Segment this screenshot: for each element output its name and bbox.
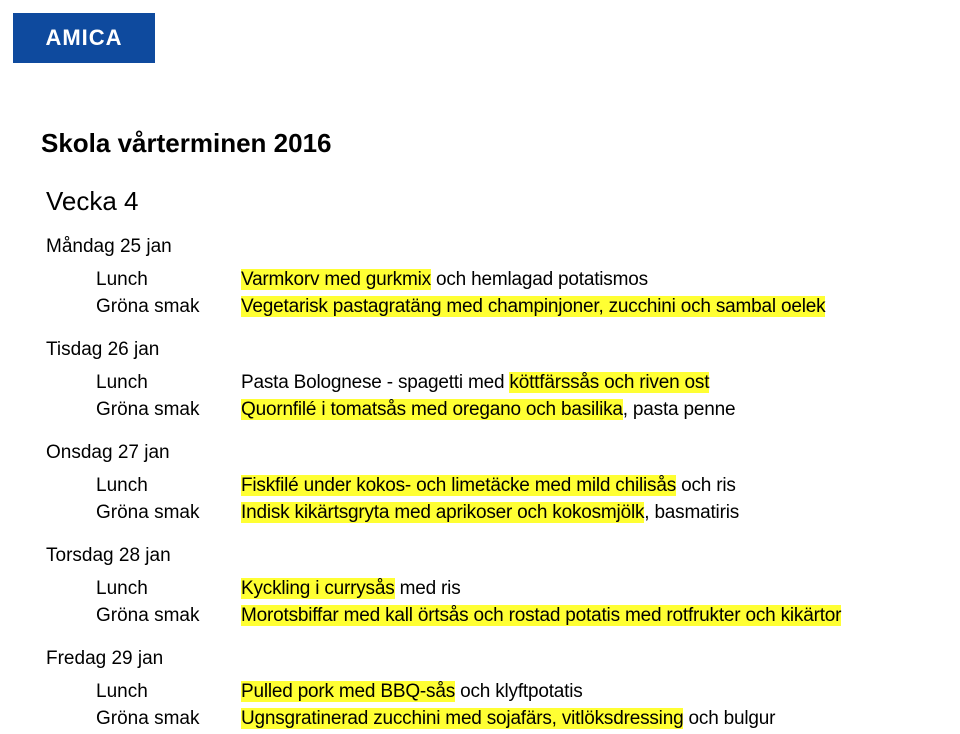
meal-row [0,502,960,528]
meal-row [0,605,960,631]
meal-type: Gröna smak [96,708,200,729]
meal-type: Lunch [96,269,148,290]
dish-description [241,708,775,730]
meal-type: Lunch [96,578,148,599]
dish-highlight: Vegetarisk pastagratäng med champinjoner, zucchini och sambal oelek [241,296,826,317]
dish-description [241,399,735,421]
meal-row [0,475,960,501]
meal-type: Gröna smak [96,605,200,626]
meal-type: Gröna smak [96,399,200,420]
meal-type: Lunch [96,681,148,702]
meal-type: Gröna smak [96,502,200,523]
dish-text: med ris [394,578,461,599]
dish-description [241,605,841,627]
day-label: Tisdag 26 jan [46,339,160,360]
dish-highlight: Morotsbiffar med kall örtsås och rostad potatis med rotfrukter och kikärtor [241,605,842,626]
dish-text: , basmatiris [644,502,740,523]
dish-text: och ris [676,475,736,496]
day-label: Fredag 29 jan [46,648,164,669]
meal-row [0,399,960,425]
meal-row [0,269,960,295]
meal-row [0,296,960,322]
dish-highlight: Kyckling i currysås [241,578,395,599]
dish-description [241,681,583,703]
dish-highlight: Quornfilé i tomatsås med oregano och basilika [241,399,623,420]
dish-description [241,578,461,600]
meal-type: Gröna smak [96,296,200,317]
meal-row [0,578,960,604]
dish-text: , pasta penne [622,399,736,420]
dish-highlight: Indisk kikärtsgryta med aprikoser och kokosmjölk [241,502,645,523]
amica-logo: AMICA [13,13,155,63]
day-label: Onsdag 27 jan [46,442,170,463]
page-title: Skola vårterminen 2016 [41,128,332,158]
week-heading: Vecka 4 [46,186,139,216]
day-label: Måndag 25 jan [46,236,172,257]
meal-row [0,681,960,707]
dish-highlight: Varmkorv med gurkmix [241,269,431,290]
dish-description [241,502,739,524]
dish-text: Pasta Bolognese - spagetti med [241,372,510,393]
meal-row [0,708,960,734]
dish-highlight: Fiskfilé under kokos- och limetäcke med mild chilisås [241,475,677,496]
meal-type: Lunch [96,372,148,393]
dish-highlight: Pulled pork med BBQ-sås [241,681,455,702]
dish-highlight: Ugnsgratinerad zucchini med sojafärs, vitlöksdressing [241,708,684,729]
meal-row [0,372,960,398]
dish-description [241,296,825,318]
dish-text: och hemlagad potatismos [430,269,648,290]
dish-text: och klyftpotatis [455,681,583,702]
day-label: Torsdag 28 jan [46,545,171,566]
dish-description [241,372,709,394]
meal-type: Lunch [96,475,148,496]
dish-text: och bulgur [683,708,776,729]
dish-description [241,269,648,291]
dish-description [241,475,736,497]
dish-highlight: köttfärssås och riven ost [509,372,710,393]
